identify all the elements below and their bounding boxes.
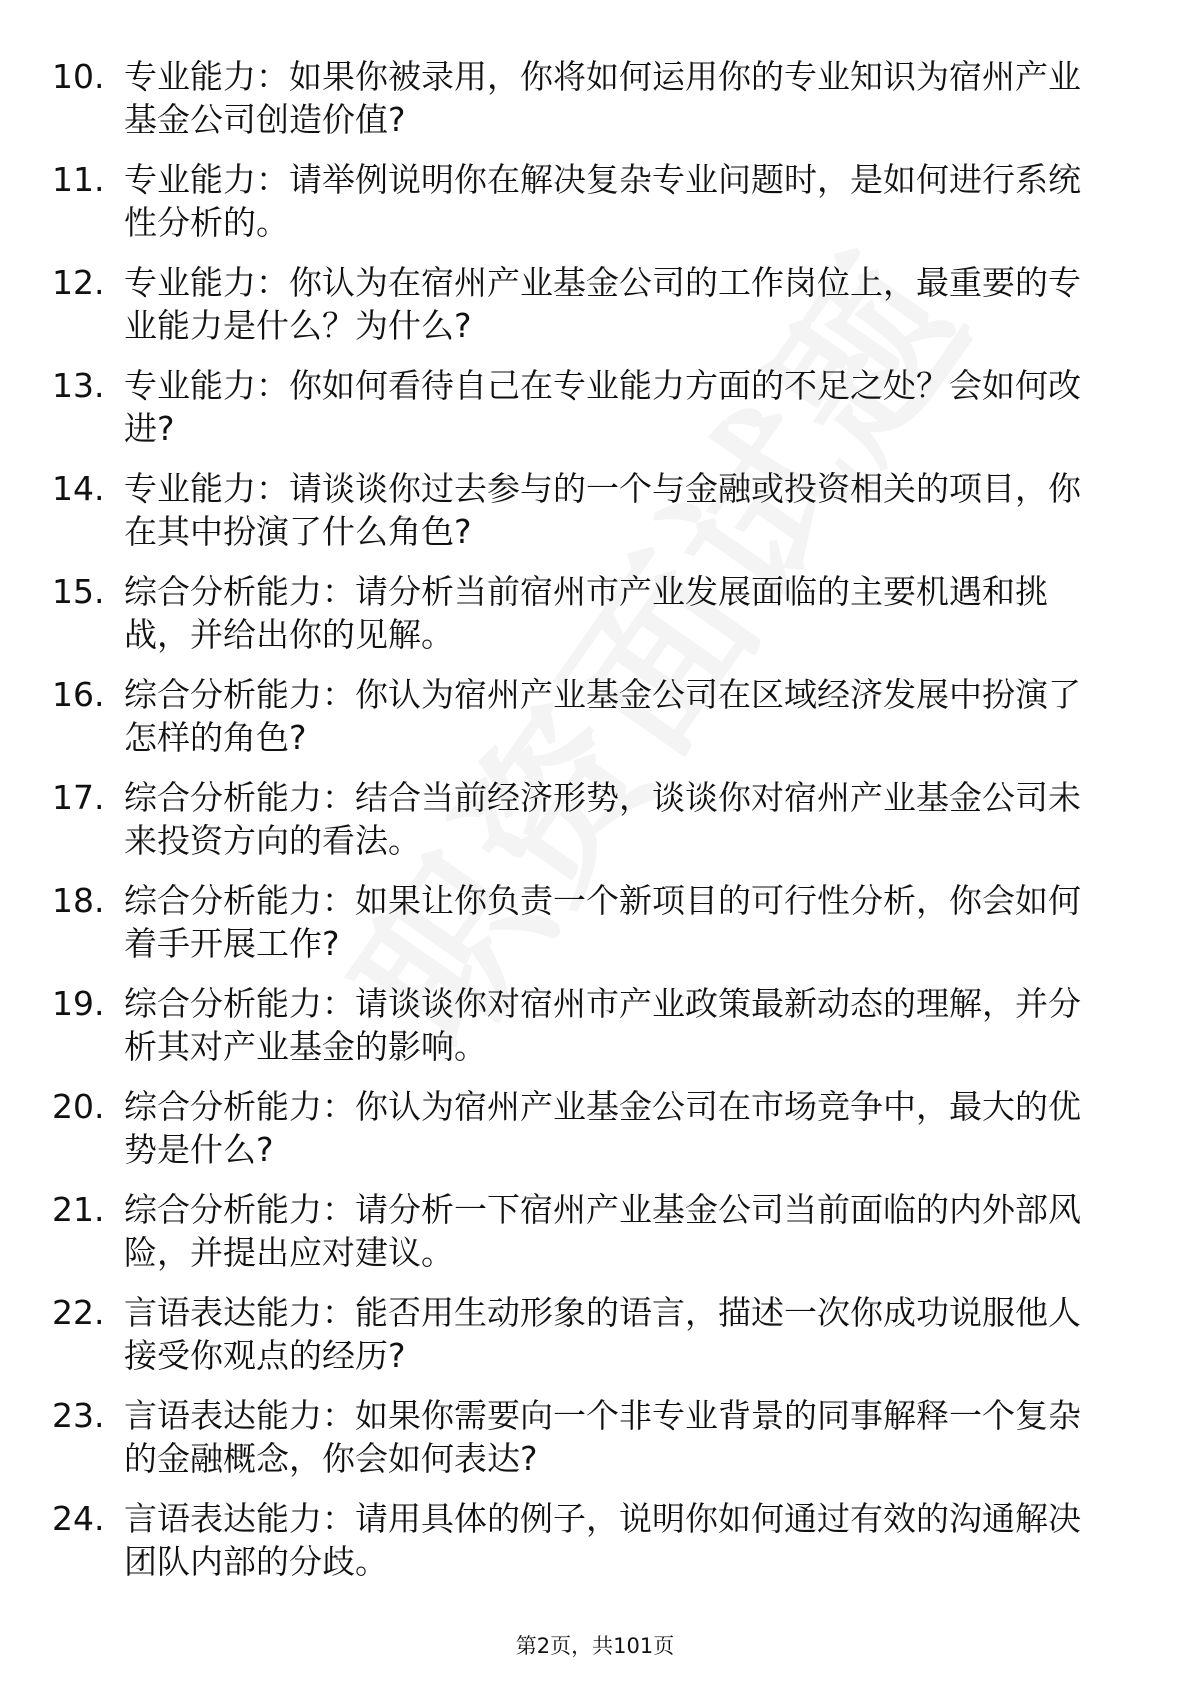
list-item: [52, 776, 1112, 879]
page-number-footer: 第2页，共101页: [515, 1634, 675, 1658]
list-item: [52, 1394, 1112, 1497]
question-text: 综合分析能力：结合当前经济形势，谈谈你对宿州产业基金公司未来投资方向的看法。: [124, 778, 1081, 860]
list-item: [52, 1085, 1112, 1188]
question-text: 综合分析能力：你认为宿州产业基金公司在市场竞争中，最大的优势是什么?: [124, 1087, 1081, 1169]
question-number: 17.: [52, 778, 105, 817]
list-item: [52, 158, 1112, 261]
list-item: [52, 1291, 1112, 1394]
question-text: 言语表达能力：能否用生动形象的语言，描述一次你成功说服他人接受你观点的经历?: [124, 1293, 1081, 1375]
question-number: 21.: [52, 1190, 105, 1229]
list-item: [52, 467, 1112, 570]
question-number: 13.: [52, 366, 105, 405]
list-item: [52, 55, 1112, 158]
question-number: 20.: [52, 1087, 105, 1126]
list-item: [52, 570, 1112, 673]
question-list: [52, 55, 1112, 1600]
question-text: 专业能力：请谈谈你过去参与的一个与金融或投资相关的项目，你在其中扮演了什么角色?: [124, 469, 1081, 551]
list-item: [52, 1188, 1112, 1291]
question-number: 11.: [52, 160, 105, 199]
question-text: 言语表达能力：如果你需要向一个非专业背景的同事解释一个复杂的金融概念，你会如何表达?: [124, 1396, 1081, 1478]
question-number: 15.: [52, 572, 105, 611]
question-number: 23.: [52, 1396, 105, 1435]
question-number: 24.: [52, 1499, 105, 1538]
question-text: 专业能力：如果你被录用，你将如何运用你的专业知识为宿州产业基金公司创造价值?: [124, 57, 1081, 139]
question-text: 言语表达能力：请用具体的例子，说明你如何通过有效的沟通解决团队内部的分歧。: [124, 1499, 1081, 1581]
question-text: 综合分析能力：请谈谈你对宿州市产业政策最新动态的理解，并分析其对产业基金的影响。: [124, 984, 1081, 1066]
question-number: 10.: [52, 57, 105, 96]
question-text: 综合分析能力：如果让你负责一个新项目的可行性分析，你会如何着手开展工作?: [124, 881, 1081, 963]
question-number: 12.: [52, 263, 105, 302]
question-number: 19.: [52, 984, 105, 1023]
question-text: 专业能力：你如何看待自己在专业能力方面的不足之处？会如何改进?: [124, 366, 1081, 448]
question-number: 16.: [52, 675, 105, 714]
list-item: [52, 364, 1112, 467]
question-text: 综合分析能力：请分析当前宿州市产业发展面临的主要机遇和挑战，并给出你的见解。: [124, 572, 1048, 654]
question-text: 综合分析能力：请分析一下宿州产业基金公司当前面临的内外部风险，并提出应对建议。: [124, 1190, 1081, 1272]
list-item: [52, 261, 1112, 364]
list-item: [52, 673, 1112, 776]
list-item: [52, 879, 1112, 982]
question-text: 专业能力：请举例说明你在解决复杂专业问题时，是如何进行系统性分析的。: [124, 160, 1081, 242]
question-text: 综合分析能力：你认为宿州产业基金公司在区域经济发展中扮演了怎样的角色?: [124, 675, 1081, 757]
question-number: 22.: [52, 1293, 105, 1332]
question-number: 14.: [52, 469, 105, 508]
question-text: 专业能力：你认为在宿州产业基金公司的工作岗位上，最重要的专业能力是什么？为什么?: [124, 263, 1081, 345]
list-item: [52, 1497, 1112, 1600]
list-item: [52, 982, 1112, 1085]
question-number: 18.: [52, 881, 105, 920]
